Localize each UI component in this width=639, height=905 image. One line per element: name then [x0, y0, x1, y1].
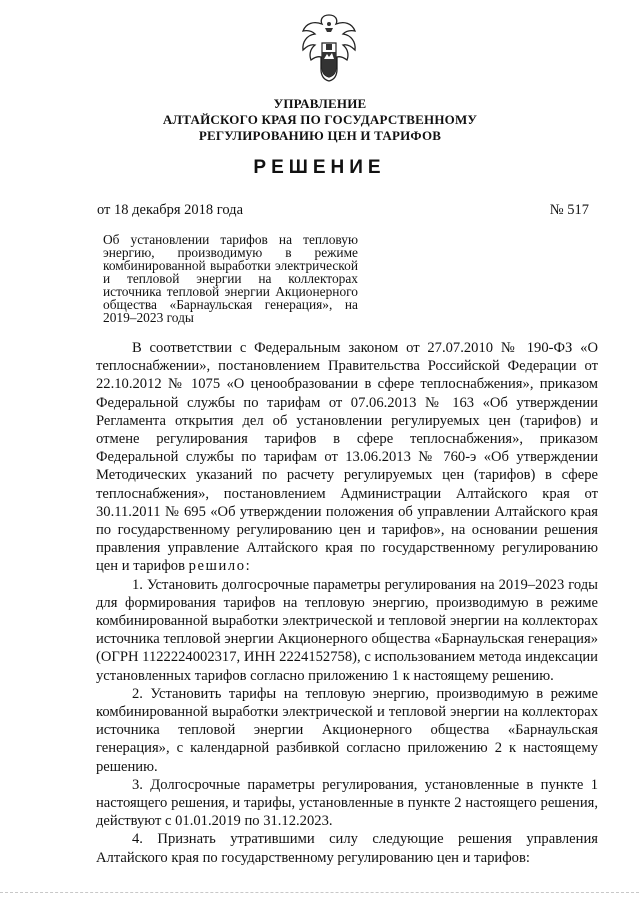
authority-line-3: РЕГУЛИРОВАНИЮ ЦЕН И ТАРИФОВ — [198, 128, 442, 143]
document-number: № 517 — [549, 202, 589, 218]
document-type-title: РЕШЕНИЕ — [253, 157, 386, 178]
issuing-authority — [120, 96, 520, 144]
decision-item-2: 2. Установить тарифы на тепловую энергию, производимую в режиме комбинированной выработки электрической и тепловой энергии на коллекторах источника тепловой энергии Акционерного общества «Барнаульская генерация», с календарной разбивкой согласно приложению 2 к настоящему решению. — [96, 685, 598, 775]
decision-item-1: 1. Установить долгосрочные параметры регулирования на 2019–2023 годы для формирования тарифов на тепловую энергию, производимую в режиме комбинированной выработки электрической и тепловой энергии на коллекторах источника тепловой энергии Акционерного общества «Барнаульская генерация» (ОГРН 1122224002317, ИНН 2224152758), с использованием метода индексации установленных тарифов согласно приложению 1 к настоящему решению. — [96, 576, 598, 684]
document-date: от 18 декабря 2018 года — [97, 202, 243, 218]
preamble-text: В соответствии с Федеральным законом от 27.07.2010 № 190-ФЗ «О теплоснабжении», постановлением Правительства Российской Федерации от 22.10.2012 № 1075 «О ценообразовании в сфере теплоснабжения», приказом Федеральной службы по тарифам от 07.06.2013 № 163 «Об утверждении Регламента открытия дел об установлении регулируемых цен (тарифов) и отмене регулирования тарифов в сфере теплоснабжения», приказом Федеральной службы по тарифам от 13.06.2013 № 760-э «Об утверждении Методических указаний по расчету регулируемых цен (тарифов) в сфере теплоснабжения», постановлением Администрации Алтайского края от 30.11.2011 № 695 «Об утверждении положения об управлении Алтайского края по государственному регулированию цен и тарифов», на основании решения правления управление Алтайского края по государственному регулированию цен и тарифов — [96, 340, 598, 575]
page-bottom-divider — [0, 892, 639, 893]
decision-item-3: 3. Долгосрочные параметры регулирования, установленные в пункте 1 настоящего решения, и тарифы, установленные в пункте 2 настоящего решения, действуют с 01.01.2019 по 31.12.2023. — [96, 776, 598, 830]
document-subject: Об установлении тарифов на тепловую энергию, производимую в режиме комбинированной выработки электрической и тепловой энергии на коллекторах источника тепловой энергии Акционерного общества «Барнаульская генерация», на 2019–2023 годы — [103, 232, 358, 325]
document-body — [96, 339, 598, 867]
authority-line-2: АЛТАЙСКОГО КРАЯ ПО ГОСУДАРСТВЕННОМУ — [162, 112, 478, 127]
authority-line-1: УПРАВЛЕНИЕ — [273, 96, 367, 111]
decided-word: решило: — [188, 558, 252, 575]
decision-item-4: 4. Признать утратившими силу следующие решения управления Алтайского края по государственному регулированию цен и тарифов: — [96, 831, 598, 866]
coat-of-arms-emblem — [298, 12, 360, 84]
preamble-paragraph — [96, 339, 598, 576]
